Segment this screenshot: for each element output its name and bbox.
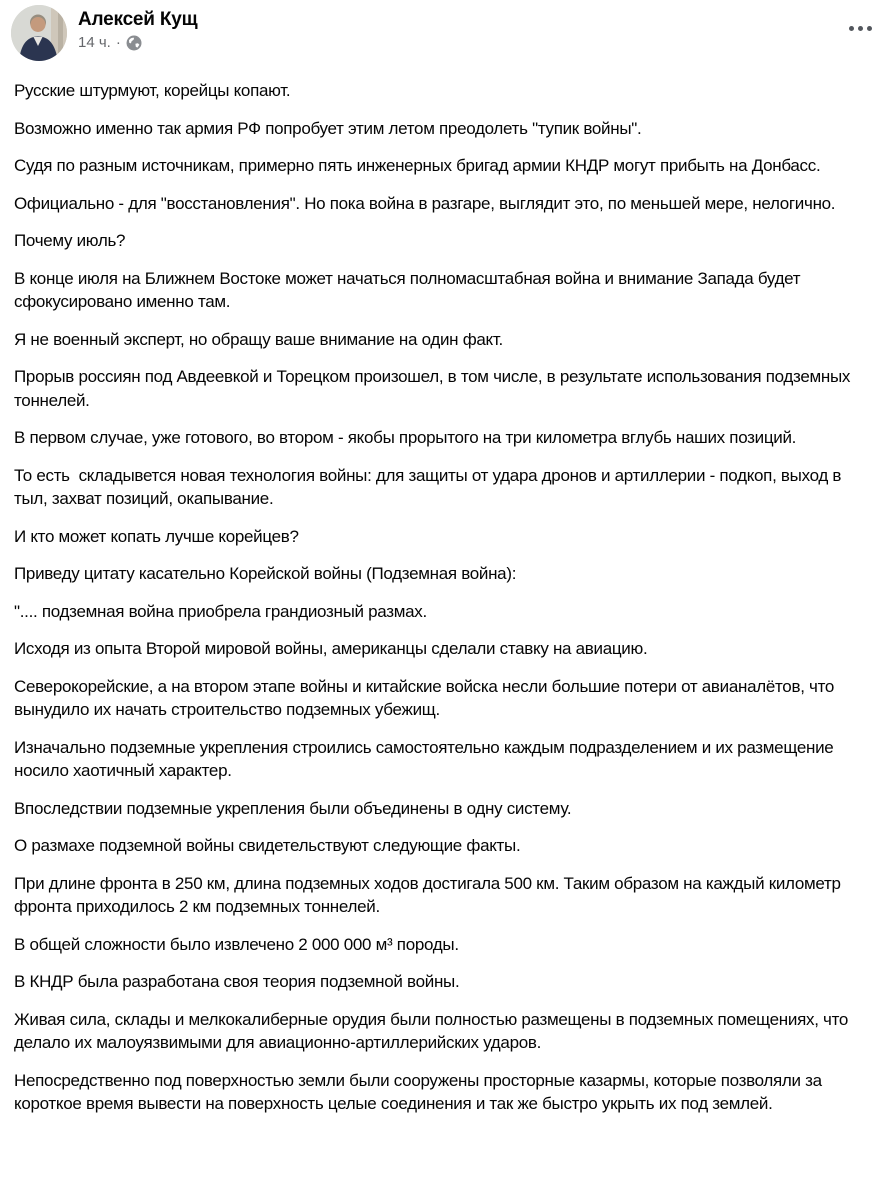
ellipsis-menu-icon [849, 26, 872, 31]
post-paragraph: В конце июля на Ближнем Востоке может начаться полномасштабная война и внимание Запада будет сфокусировано именно там. [14, 268, 805, 311]
post-paragraph: Судя по разным источникам, примерно пять инженерных бригад армии КНДР могут прибыть на Донбасс. [14, 156, 821, 175]
post-text [0, 66, 890, 1116]
globe-icon [126, 35, 142, 51]
post-header [0, 0, 890, 66]
post-paragraph: В первом случае, уже готового, во втором - якобы прорытого на три километра вглубь наших позиций. [14, 428, 797, 447]
post-paragraph: Изначально подземные укрепления строились самостоятельно каждым подразделением и их размещение носило хаотичный характер. [14, 737, 838, 780]
post-paragraph: При длине фронта в 250 км, длина подземных ходов достигала 500 км. Таким образом на каждый километр фронта приходилось 2 км подземных тоннелей. [14, 873, 846, 916]
post-paragraph: Непосредственно под поверхностью земли были сооружены просторные казармы, которые позволяли за короткое время вывести на поверхность целые соединения и так же быстро укрыть их под землей. [14, 1070, 827, 1113]
post-paragraph: Прорыв россиян под Авдеевкой и Торецком произошел, в том числе, в результате использования подземных тоннелей. [14, 367, 855, 410]
post-paragraph: О размахе подземной войны свидетельствуют следующие факты. [14, 836, 521, 855]
post-paragraph: Русские штурмуют, корейцы копают. [14, 81, 291, 100]
post-paragraph: Я не военный эксперт, но обращу ваше внимание на один факт. [14, 329, 503, 349]
post-paragraph: То есть складывется новая технология войны: для защиты от удара дронов и артиллерии - подкоп, выход в тыл, захват позиций, окапывание. [14, 465, 846, 508]
post-paragraph: Возможно именно так армия РФ попробует этим летом преодолеть "тупик войны". [14, 118, 642, 138]
post-paragraph: Исходя из опыта Второй мировой войны, американцы сделали ставку на авиацию. [14, 639, 648, 658]
author-name[interactable]: Алексей Кущ [78, 9, 198, 30]
post-meta [78, 34, 874, 51]
post-options-button[interactable] [842, 14, 878, 42]
post-paragraph: Впоследствии подземные укрепления были объединены в одну систему. [14, 798, 572, 818]
post-paragraph: В КНДР была разработана своя теория подземной войны. [14, 972, 460, 991]
post-paragraph: Приведу цитату касательно Корейской войны (Подземная война): [14, 564, 517, 583]
post-paragraph: В общей сложности было извлечено 2 000 000 м³ породы. [14, 934, 459, 954]
timestamp[interactable]: 14 ч. [78, 34, 111, 51]
post-paragraph: Почему июль? [14, 231, 126, 250]
avatar[interactable] [11, 5, 67, 61]
post-paragraph: ".... подземная война приобрела грандиозный размах. [14, 601, 427, 621]
meta-separator: · [115, 34, 121, 51]
avatar-photo-icon [11, 5, 67, 61]
post-paragraph: Официально - для "восстановления". Но пока война в разгаре, выглядит это, по меньшей мере, нелогично. [14, 193, 836, 213]
post-paragraph: Северокорейские, а на втором этапе войны и китайские войска несли большие потери от авианалётов, что вынудило их начать строительство подземных убежищ. [14, 676, 839, 719]
post-paragraph: И кто может копать лучше корейцев? [14, 526, 299, 546]
post-paragraph: Живая сила, склады и мелкокалиберные орудия были полностью размещены в подземных помещениях, что делало их малоуязвимыми для авиационно-артиллерийских ударов. [14, 1009, 853, 1052]
